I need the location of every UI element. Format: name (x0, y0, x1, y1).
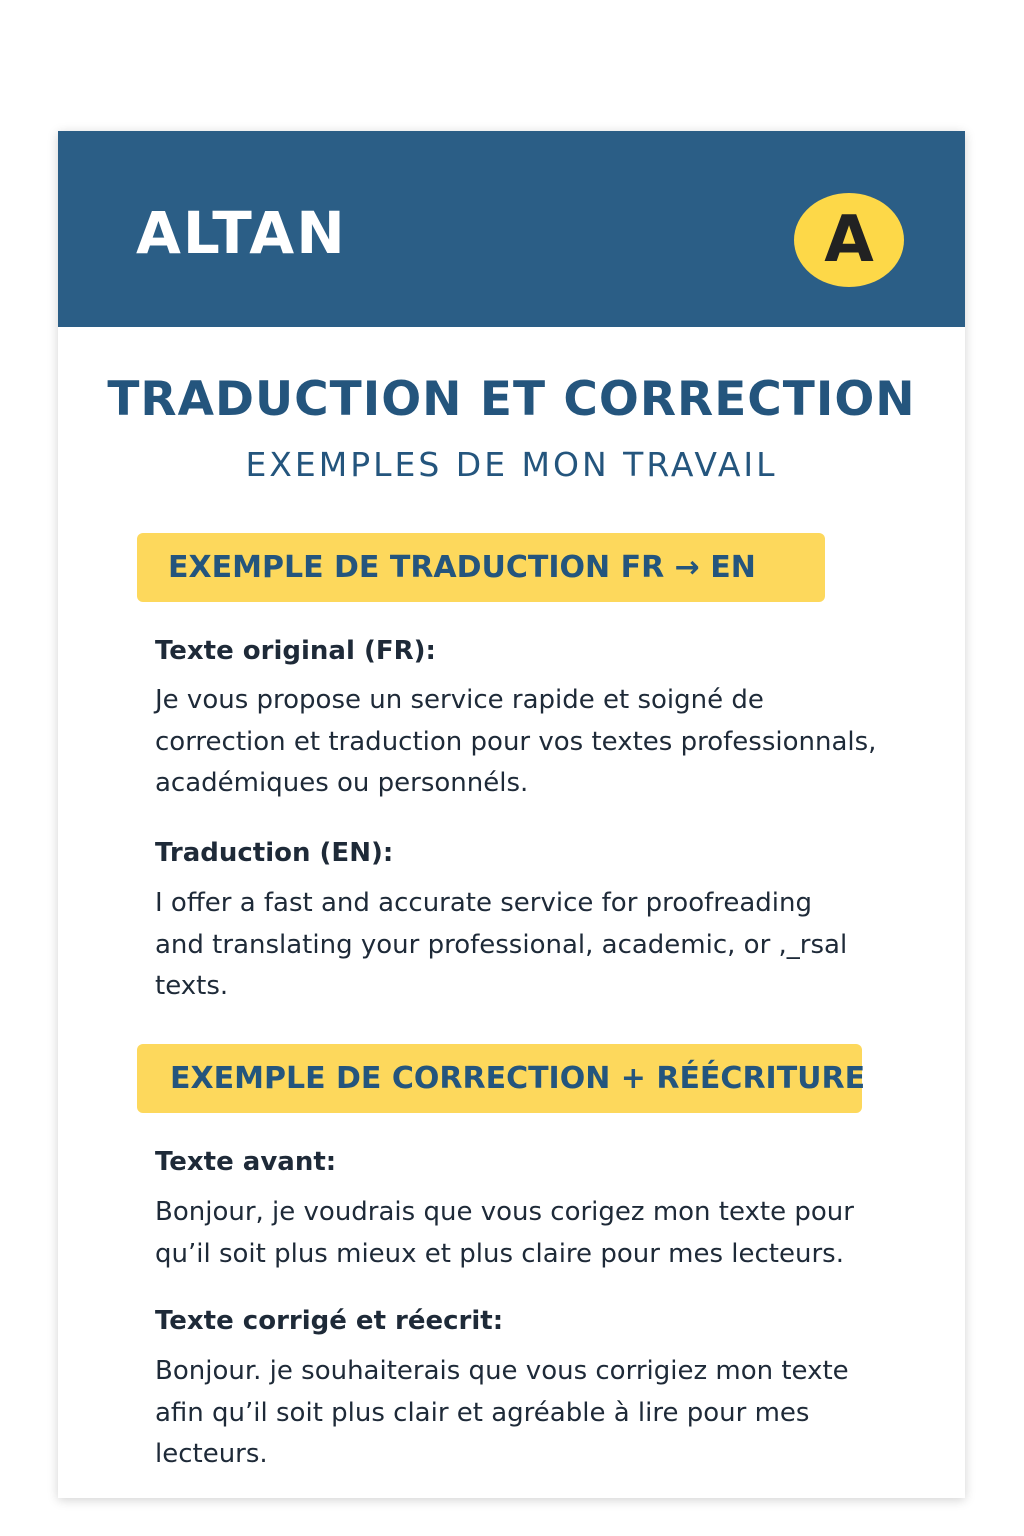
page-title: TRADUCTION ET CORRECTION (107, 372, 916, 427)
brand-name: ALTAN (136, 199, 347, 267)
before-text-paragraph: Bonjour, je voudrais que vous corigez mon texte pour qu’il soit plus mieux et plus claire pour mes lecteurs. (155, 1197, 854, 1269)
corrected-text-label: Texte corrigé et réecrit: (155, 1306, 504, 1336)
header-banner (58, 131, 965, 327)
corrected-text-paragraph: Bonjour. je souhaiterais que vous corrigiez mon texte afin qu’il soit plus clair et agréable à lire pour mes lecteurs. (155, 1356, 849, 1469)
section-heading-correction: EXEMPLE DE CORRECTION + RÉÉCRITURE (137, 1044, 862, 1113)
original-text-label: Texte original (FR): (155, 636, 436, 666)
translation-paragraph: I offer a fast and accurate service for proofreading and translating your professional, academic, or ,_rsal texts. (155, 888, 848, 1001)
section-heading-translation: EXEMPLE DE TRADUCTION FR → EN (137, 533, 825, 602)
document-card (58, 131, 965, 1498)
logo-badge: A (794, 193, 904, 287)
original-text-paragraph: Je vous propose un service rapide et soigné de correction et traduction pour vos textes professionnals, académiques ou personnéls. (155, 685, 877, 798)
translation-label: Traduction (EN): (155, 838, 394, 868)
before-text-label: Texte avant: (155, 1147, 337, 1177)
page-subtitle: EXEMPLES DE MON TRAVAIL (245, 445, 778, 484)
